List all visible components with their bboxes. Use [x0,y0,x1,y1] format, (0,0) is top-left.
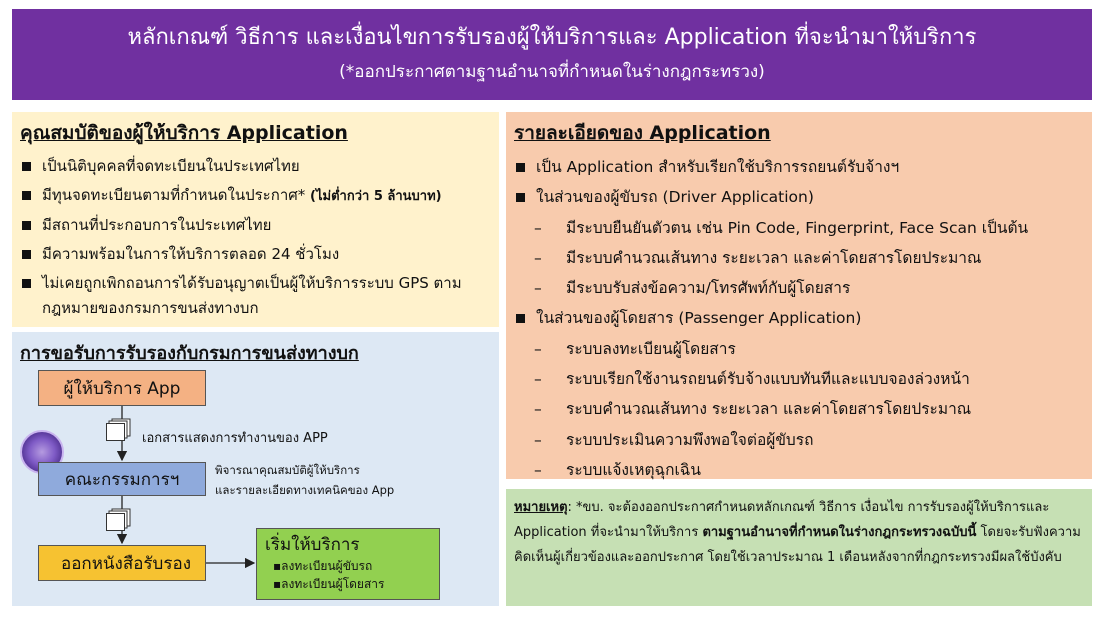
note-label: หมายเหตุ [514,500,568,515]
certification-panel [12,332,499,606]
document-stack-icon [106,418,132,442]
bullet-square-icon [22,279,31,288]
provider-box: ผู้ให้บริการ App [38,370,206,406]
committee-box: คณะกรรมการฯ [38,462,206,496]
capital-note: (ไม่ต่ำกว่า 5 ล้านบาท) [310,189,442,204]
qualifications-list [20,152,495,321]
bullet-square-icon [22,191,31,200]
list-item: เป็น Application สำหรับเรียกใช้บริการรถยนต์รับจ้างฯ [514,152,1084,182]
header-banner [12,9,1092,100]
page-subtitle: (*ออกประกาศตามฐานอำนาจที่กำหนดในร่างกฎกระทรวง) [339,62,765,82]
list-item: มีทุนจดทะเบียนตามที่กำหนดในประกาศ* (ไม่ต่ำกว่า 5 ล้านบาท) [20,181,495,211]
note-text: หมายเหตุ: *ขบ. จะต้องออกประกาศกำหนดหลักเกณฑ์ วิธีการ เงื่อนไข การรับรองผู้ให้บริการและ Application ที่จะนำมาให้บริการ ตามฐานอำนาจที่กำหนดในร่างกฎกระทรวงฉบับนี้ โดยจะรับฟังความคิดเห็นผู้เกี่ยวข้องและออกประกาศ โดยใช้เวลาประมาณ 1 เดือนหลังจากที่กฎกระทรวงมีผลใช้บังคับ [514,500,1081,565]
certification-title: การขอรับการรับรองกับกรมการขนส่งทางบก [20,343,359,364]
list-item: – มีระบบยืนยันตัวตน เช่น Pin Code, Fingerprint, Face Scan เป็นต้น [514,213,1084,243]
list-item: ▪ลงทะเบียนผู้โดยสาร [273,577,385,591]
list-item: มีความพร้อมในการให้บริการตลอด 24 ชั่วโมง [20,240,495,269]
app-details-title: รายละเอียดของ Application [514,122,771,144]
docs-label: เอกสารแสดงการทำงานของ APP [142,431,328,446]
app-details-panel [506,112,1092,479]
start-service-title: เริ่มให้บริการ [265,535,360,555]
dash-marker: – [534,339,542,358]
dash-marker: – [534,370,542,389]
dash-marker: – [534,279,542,298]
qualifications-panel [12,112,499,327]
list-item: – ระบบเรียกใช้งานรถยนต์รับจ้างแบบทันทีและแบบจองล่วงหน้า [514,364,1084,394]
list-item: – ระบบแจ้งเหตุฉุกเฉิน [514,455,1084,485]
document-stack-icon [106,508,132,532]
dash-marker: – [534,400,542,419]
dash-marker: – [534,218,542,237]
start-service-box [256,528,440,600]
list-item: ▪ลงทะเบียนผู้ขับรถ [273,559,373,573]
bullet-square-icon [22,221,31,230]
qualifications-title: คุณสมบัติของผู้ให้บริการ Application [20,122,348,144]
list-item: มีสถานที่ประกอบการในประเทศไทย [20,211,495,240]
list-item: ไม่เคยถูกเพิกถอนการได้รับอนุญาตเป็นผู้ให้บริการระบบ GPS ตามกฎหมายของกรมการขนส่งทางบก [20,269,495,321]
bullet-square-icon [516,193,525,202]
consider-label: พิจารณาคุณสมบัติผู้ให้บริการ และรายละเอียดทางเทคนิคของ App [215,463,395,497]
dash-marker: – [534,430,542,449]
issue-certificate-box: ออกหนังสือรับรอง [38,545,206,581]
bullet-square-icon [516,314,525,323]
bullet-square-icon [22,162,31,171]
bullet-square-icon [516,163,525,172]
bullet-square-icon [22,250,31,259]
page-title: หลักเกณฑ์ วิธีการ และเงื่อนไขการรับรองผู้ให้บริการและ Application ที่จะนำมาให้บริการ [127,25,977,50]
list-item: ในส่วนของผู้โดยสาร (Passenger Application) [514,303,1084,333]
list-item: – ระบบประเมินความพึงพอใจต่อผู้ขับรถ [514,425,1084,455]
app-details-list [514,152,1084,485]
list-item: เป็นนิติบุคคลที่จดทะเบียนในประเทศไทย [20,152,495,181]
note-panel [506,489,1092,606]
list-item: – ระบบลงทะเบียนผู้โดยสาร [514,334,1084,364]
dash-marker: – [534,460,542,479]
dash-marker: – [534,248,542,267]
list-item: – มีระบบคำนวณเส้นทาง ระยะเวลา และค่าโดยสารโดยประมาณ [514,243,1084,273]
list-item: – ระบบคำนวณเส้นทาง ระยะเวลา และค่าโดยสารโดยประมาณ [514,394,1084,424]
list-item: – มีระบบรับส่งข้อความ/โทรศัพท์กับผู้โดยสาร [514,273,1084,303]
list-item: ในส่วนของผู้ขับรถ (Driver Application) [514,182,1084,212]
